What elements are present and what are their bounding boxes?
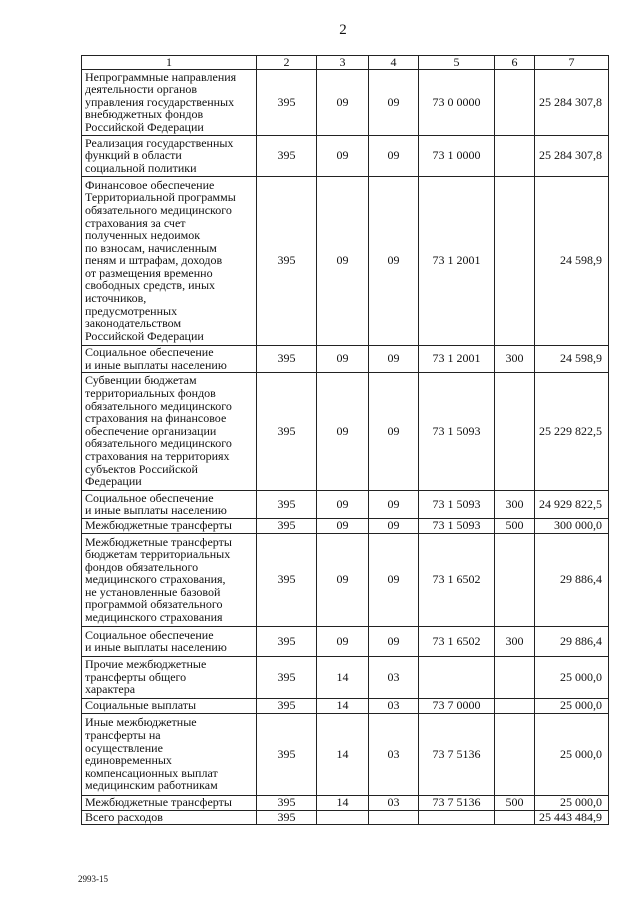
item-name-line: Социальные выплаты [85,698,197,713]
expense-type-cell: 500 [495,795,535,810]
item-name-line: законодательством [85,316,182,331]
item-name-line: функций в области [85,148,182,163]
item-name-line: медицинского страхования [85,610,223,625]
subsection-code-cell [369,810,419,824]
item-name-line: Всего расходов [85,809,163,824]
section-code-cell [317,810,369,824]
item-name-line: Непрограммные направления [85,69,237,84]
item-name-line: Социальное обеспечение [85,627,214,642]
item-name-line: обязательного медицинского [85,202,232,217]
item-name-cell [82,656,257,698]
item-name-line: Социальное обеспечение [85,490,214,505]
item-name-line: по взносам, начисленным [85,240,217,255]
table-row [82,176,609,345]
table-row [82,533,609,626]
item-name-line: субъектов Российской [85,461,198,476]
subsection-code-cell: 09 [369,372,419,490]
subsection-code-cell: 03 [369,656,419,698]
amount-cell: 25 229 822,5 [535,372,609,490]
item-name-cell [82,372,257,490]
item-name-line: обеспечение организации [85,423,217,438]
expense-type-cell [495,656,535,698]
subsection-code-cell: 09 [369,626,419,656]
column-header: 1 [82,56,257,70]
item-name-line: пеням и штрафам, доходов [85,253,223,268]
target-article-cell: 73 7 5136 [419,795,495,810]
item-name-line: Прочие межбюджетные [85,657,207,672]
item-name-line: Российской Федерации [85,328,204,343]
subsection-code-cell: 09 [369,533,419,626]
item-name-line: бюджетам территориальных [85,547,231,562]
amount-cell: 25 000,0 [535,698,609,713]
amount-cell: 300 000,0 [535,518,609,533]
expense-type-cell [495,372,535,490]
section-code-cell: 09 [317,518,369,533]
item-name-line: и иные выплаты населению [85,640,227,655]
target-article-cell: 73 1 5093 [419,490,495,518]
document-code: 2993-15 [78,874,108,884]
expense-type-cell [495,533,535,626]
subsection-code-cell: 09 [369,69,419,135]
amount-cell: 25 284 307,8 [535,69,609,135]
section-code-cell: 09 [317,135,369,176]
item-name-line: обязательного медицинского [85,398,232,413]
item-name-line: Финансовое обеспечение [85,177,215,192]
item-name-cell [82,795,257,810]
item-name-line: медицинским работникам [85,778,218,793]
subsection-code-cell: 09 [369,490,419,518]
item-name-line: от размещения временно [85,265,213,280]
target-article-cell: 73 1 6502 [419,626,495,656]
admin-code-cell: 395 [257,626,317,656]
expense-type-cell [495,135,535,176]
amount-cell: 24 598,9 [535,345,609,372]
column-header: 2 [257,56,317,70]
amount-cell: 25 000,0 [535,713,609,795]
section-code-cell: 09 [317,626,369,656]
section-code-cell: 14 [317,698,369,713]
item-name-line: Реализация государственных [85,135,234,150]
item-name-line: обязательного медицинского [85,436,232,451]
column-number-header-row [82,56,609,70]
admin-code-cell: 395 [257,795,317,810]
item-name-line: медицинского страхования, [85,572,226,587]
section-code-cell: 09 [317,372,369,490]
item-name-line: предусмотренных [85,303,178,318]
table-row [82,490,609,518]
target-article-cell: 73 1 6502 [419,533,495,626]
item-name-line: свободных средств, иных [85,278,216,293]
item-name-line: компенсационных выплат [85,765,218,780]
table-row [82,810,609,824]
amount-cell: 25 000,0 [535,656,609,698]
target-article-cell: 73 1 5093 [419,518,495,533]
item-name-line: управления государственных [85,94,235,109]
admin-code-cell: 395 [257,656,317,698]
item-name-cell [82,810,257,824]
amount-cell: 29 886,4 [535,626,609,656]
item-name-line: социальной политики [85,160,197,175]
item-name-line: характера [85,682,136,697]
item-name-line: территориальных фондов [85,386,216,401]
item-name-line: Территориальной программы [85,190,236,205]
amount-cell: 29 886,4 [535,533,609,626]
item-name-line: страхования на финансовое [85,411,227,426]
subsection-code-cell: 09 [369,176,419,345]
table-row [82,518,609,533]
admin-code-cell: 395 [257,518,317,533]
item-name-line: Российской Федерации [85,119,204,134]
section-code-cell: 14 [317,713,369,795]
item-name-cell [82,490,257,518]
item-name-cell [82,518,257,533]
table-row [82,372,609,490]
item-name-line: Федерации [85,474,142,489]
expense-type-cell [495,810,535,824]
amount-cell: 24 598,9 [535,176,609,345]
item-name-line: Субвенции бюджетам [85,373,197,388]
item-name-line: единовременных [85,753,172,768]
table-row [82,626,609,656]
item-name-line: внебюджетных фондов [85,107,204,122]
target-article-cell [419,656,495,698]
amount-cell: 25 443 484,9 [535,810,609,824]
section-code-cell: 09 [317,345,369,372]
subsection-code-cell: 03 [369,713,419,795]
expense-type-cell: 300 [495,626,535,656]
item-name-line: и иные выплаты населению [85,503,227,518]
column-header: 7 [535,56,609,70]
column-header: 3 [317,56,369,70]
target-article-cell: 73 1 5093 [419,372,495,490]
item-name-cell [82,176,257,345]
target-article-cell: 73 7 0000 [419,698,495,713]
item-name-cell [82,626,257,656]
item-name-line: и иные выплаты населению [85,357,227,372]
section-code-cell: 09 [317,490,369,518]
page-number: 2 [339,22,347,38]
table-row [82,656,609,698]
item-name-cell [82,698,257,713]
section-code-cell: 14 [317,656,369,698]
admin-code-cell: 395 [257,345,317,372]
expense-type-cell [495,69,535,135]
target-article-cell: 73 1 2001 [419,345,495,372]
budget-expenditure-table [81,55,609,825]
admin-code-cell: 395 [257,698,317,713]
section-code-cell: 09 [317,176,369,345]
item-name-cell [82,533,257,626]
section-code-cell: 09 [317,533,369,626]
expense-type-cell [495,713,535,795]
item-name-line: Межбюджетные трансферты [85,518,232,533]
column-header: 6 [495,56,535,70]
item-name-line: Межбюджетные трансферты [85,534,232,549]
admin-code-cell: 395 [257,176,317,345]
target-article-cell: 73 7 5136 [419,713,495,795]
table-row [82,69,609,135]
admin-code-cell: 395 [257,533,317,626]
expense-type-cell [495,698,535,713]
item-name-line: полученных недоимок [85,228,201,243]
admin-code-cell: 395 [257,713,317,795]
item-name-line: деятельности органов [85,82,198,97]
column-header: 4 [369,56,419,70]
table-row [82,345,609,372]
expense-type-cell: 300 [495,490,535,518]
item-name-line: страхования за счет [85,215,186,230]
column-header: 5 [419,56,495,70]
item-name-line: программой обязательного [85,597,223,612]
item-name-line: Межбюджетные трансферты [85,795,232,810]
admin-code-cell: 395 [257,69,317,135]
item-name-line: источников, [85,291,147,306]
target-article-cell: 73 0 0000 [419,69,495,135]
section-code-cell: 09 [317,69,369,135]
table-row [82,713,609,795]
subsection-code-cell: 09 [369,135,419,176]
amount-cell: 24 929 822,5 [535,490,609,518]
item-name-line: не установленные базовой [85,584,221,599]
subsection-code-cell: 09 [369,345,419,372]
item-name-line: осуществление [85,740,163,755]
item-name-line: трансферты на [85,727,161,742]
table-row [82,135,609,176]
item-name-cell [82,713,257,795]
subsection-code-cell: 09 [369,518,419,533]
item-name-line: Социальное обеспечение [85,345,214,359]
table-row [82,698,609,713]
section-code-cell: 14 [317,795,369,810]
admin-code-cell: 395 [257,490,317,518]
amount-cell: 25 284 307,8 [535,135,609,176]
item-name-line: Иные межбюджетные [85,715,197,730]
target-article-cell: 73 1 2001 [419,176,495,345]
item-name-cell [82,345,257,372]
expense-type-cell: 500 [495,518,535,533]
target-article-cell: 73 1 0000 [419,135,495,176]
subsection-code-cell: 03 [369,698,419,713]
item-name-line: трансферты общего [85,669,187,684]
admin-code-cell: 395 [257,372,317,490]
admin-code-cell: 395 [257,810,317,824]
subsection-code-cell: 03 [369,795,419,810]
target-article-cell [419,810,495,824]
item-name-cell [82,135,257,176]
item-name-line: фондов обязательного [85,559,199,574]
expense-type-cell [495,176,535,345]
item-name-line: страхования на территориях [85,448,230,463]
amount-cell: 25 000,0 [535,795,609,810]
table-row [82,795,609,810]
expense-type-cell: 300 [495,345,535,372]
item-name-cell [82,69,257,135]
admin-code-cell: 395 [257,135,317,176]
